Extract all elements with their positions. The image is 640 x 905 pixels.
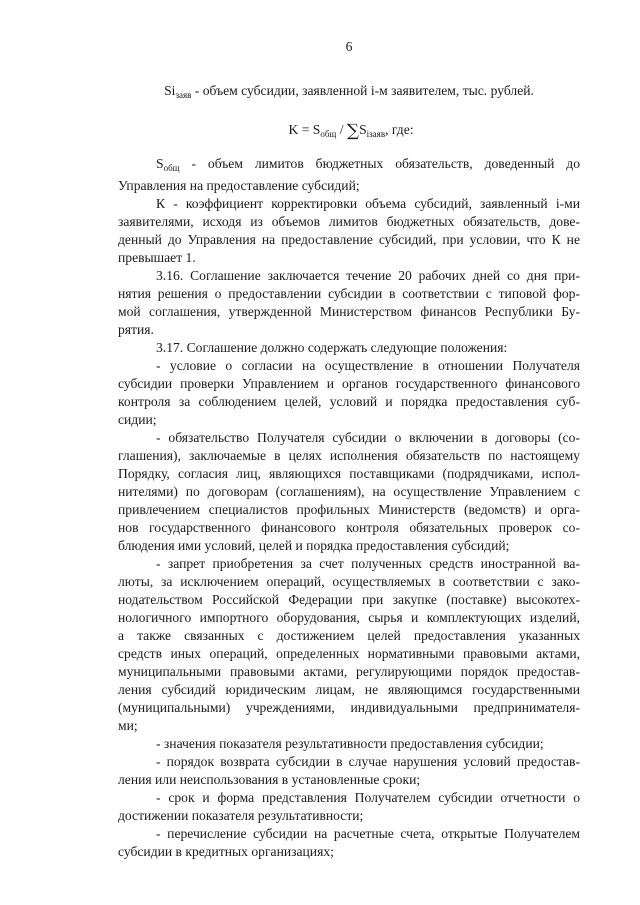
- formula-sub1: общ: [320, 129, 337, 139]
- text-line: ления или неиспользования в установленные сроки;: [118, 772, 421, 787]
- page-number: 6: [345, 39, 353, 54]
- text-line: Порядку, согласия лиц, являющихся поставщиками (подрядчиками, испол-: [118, 466, 580, 481]
- text-line: блюдения ими условий, целей и порядка предоставления субсидий;: [118, 538, 510, 553]
- text-line: рятия.: [118, 322, 154, 337]
- formula-sub2: iзаяв: [366, 129, 386, 139]
- text-line: нологичного импортного оборудования, сырья и комплектующих изделий,: [118, 610, 580, 625]
- si-subscript: заяв: [175, 90, 192, 100]
- text-line: 3.16. Соглашение заключается течение 20 рабочих дней со дня при-: [156, 268, 580, 283]
- text-line: субсидии в кредитных организациях;: [118, 844, 334, 859]
- text-line: нодательством Российской Федерации при закупке (поставке) высокотех-: [118, 592, 580, 607]
- text-line: - срок и форма представления Получателем субсидии отчетности о: [156, 790, 580, 805]
- text-line: заявителями, исходя из объемов лимитов бюджетных обязательств, дове-: [118, 214, 580, 229]
- formula-sigma: ∑: [346, 121, 360, 141]
- formula-tail: , где:: [385, 122, 414, 137]
- text-line: - перечисление субсидии на расчетные счета, открытые Получателем: [156, 826, 580, 841]
- formula-k: [236, 121, 466, 143]
- text-line: - условие о согласии на осуществление в отношении Получателя: [156, 358, 580, 373]
- paragraph-3-16: [118, 267, 580, 339]
- text-line: превышает 1.: [118, 250, 196, 265]
- list-item: - значения показателя результативности предоставления субсидии;: [156, 736, 544, 751]
- text-line: субсидии проверки Управлением и органов государственного финансового: [118, 376, 580, 391]
- text-line: контроля за соблюдением целей, условий и порядка предоставления суб-: [118, 394, 580, 409]
- sobsh-line1: - объем лимитов бюджетных обязательств, доведенный до: [179, 156, 580, 171]
- text-line: нов государственного финансового контроля обязательных проверок со-: [118, 520, 580, 535]
- list-item: [118, 789, 580, 825]
- text-line: Управления на предоставление субсидий;: [118, 178, 360, 193]
- text-line: нятия решения о предоставлении субсидии в соответствии с типовой фор-: [118, 286, 580, 301]
- si-symbol: Si: [164, 83, 176, 98]
- text-line: денный до Управления на предоставление субсидий, при условии, что К не: [118, 232, 580, 247]
- text-line: люты, за исключением операций, осуществляемых в соответствии с зако-: [118, 574, 580, 589]
- definition-si: [118, 82, 580, 104]
- text-line: [118, 155, 580, 177]
- text-line: нителями) по договорам (соглашениям), на осуществление Управлением с: [118, 484, 580, 499]
- text-line: - обязательство Получателя субсидии о включении в договоры (со-: [156, 430, 580, 445]
- formula-lhs: K = S: [288, 122, 321, 137]
- text-line: (муниципальными) учреждениями, индивидуальными предпринимателя-: [118, 700, 580, 715]
- formula-mid: /: [336, 122, 347, 137]
- main-text: [118, 155, 580, 861]
- definition-sobsh: [118, 155, 580, 195]
- formula-s2: S: [359, 122, 367, 137]
- list-item: [118, 753, 580, 789]
- text-line: К - коэффициент корректировки объема субсидий, заявленный i-ми: [156, 196, 580, 211]
- text-line: сидии;: [118, 412, 157, 427]
- definition-k: [118, 195, 580, 267]
- text-line: глашения), заключаемые в целях исполнения обязательств по настоящему: [118, 448, 580, 463]
- list-item: [118, 555, 580, 735]
- text-line: ления субсидий юридическим лицам, не являющимся государственными: [118, 682, 580, 697]
- paragraph-3-17: 3.17. Соглашение должно содержать следующие положения:: [156, 340, 508, 355]
- list-item: [118, 825, 580, 861]
- text-line: привлечением специалистов профильных Министерств (ведомств) и орга-: [118, 502, 580, 517]
- text-line: ми;: [118, 718, 138, 733]
- text-line: достижении показателя результативности;: [118, 808, 364, 823]
- text-line: муниципальными правовыми актами, регулирующими порядок предостав-: [118, 664, 580, 679]
- text-line: средств иных операций, определенных нормативными правовыми актами,: [118, 646, 580, 661]
- list-item: [118, 429, 580, 555]
- text-line: - порядок возврата субсидии в случае нарушения условий предостав-: [156, 754, 580, 769]
- text-line: мой соглашения, утвержденной Министерством финансов Республики Бу-: [118, 304, 580, 319]
- si-text: - объем субсидии, заявленной i-м заявителем, тыс. рублей.: [191, 83, 534, 98]
- sobsh-subscript: общ: [163, 163, 180, 173]
- text-line: - запрет приобретения за счет полученных средств иностранной ва-: [156, 556, 580, 571]
- list-item: [118, 357, 580, 429]
- sobsh-symbol: S: [156, 156, 164, 171]
- text-line: а также связанных с достижением целей предоставления указанных: [118, 628, 580, 643]
